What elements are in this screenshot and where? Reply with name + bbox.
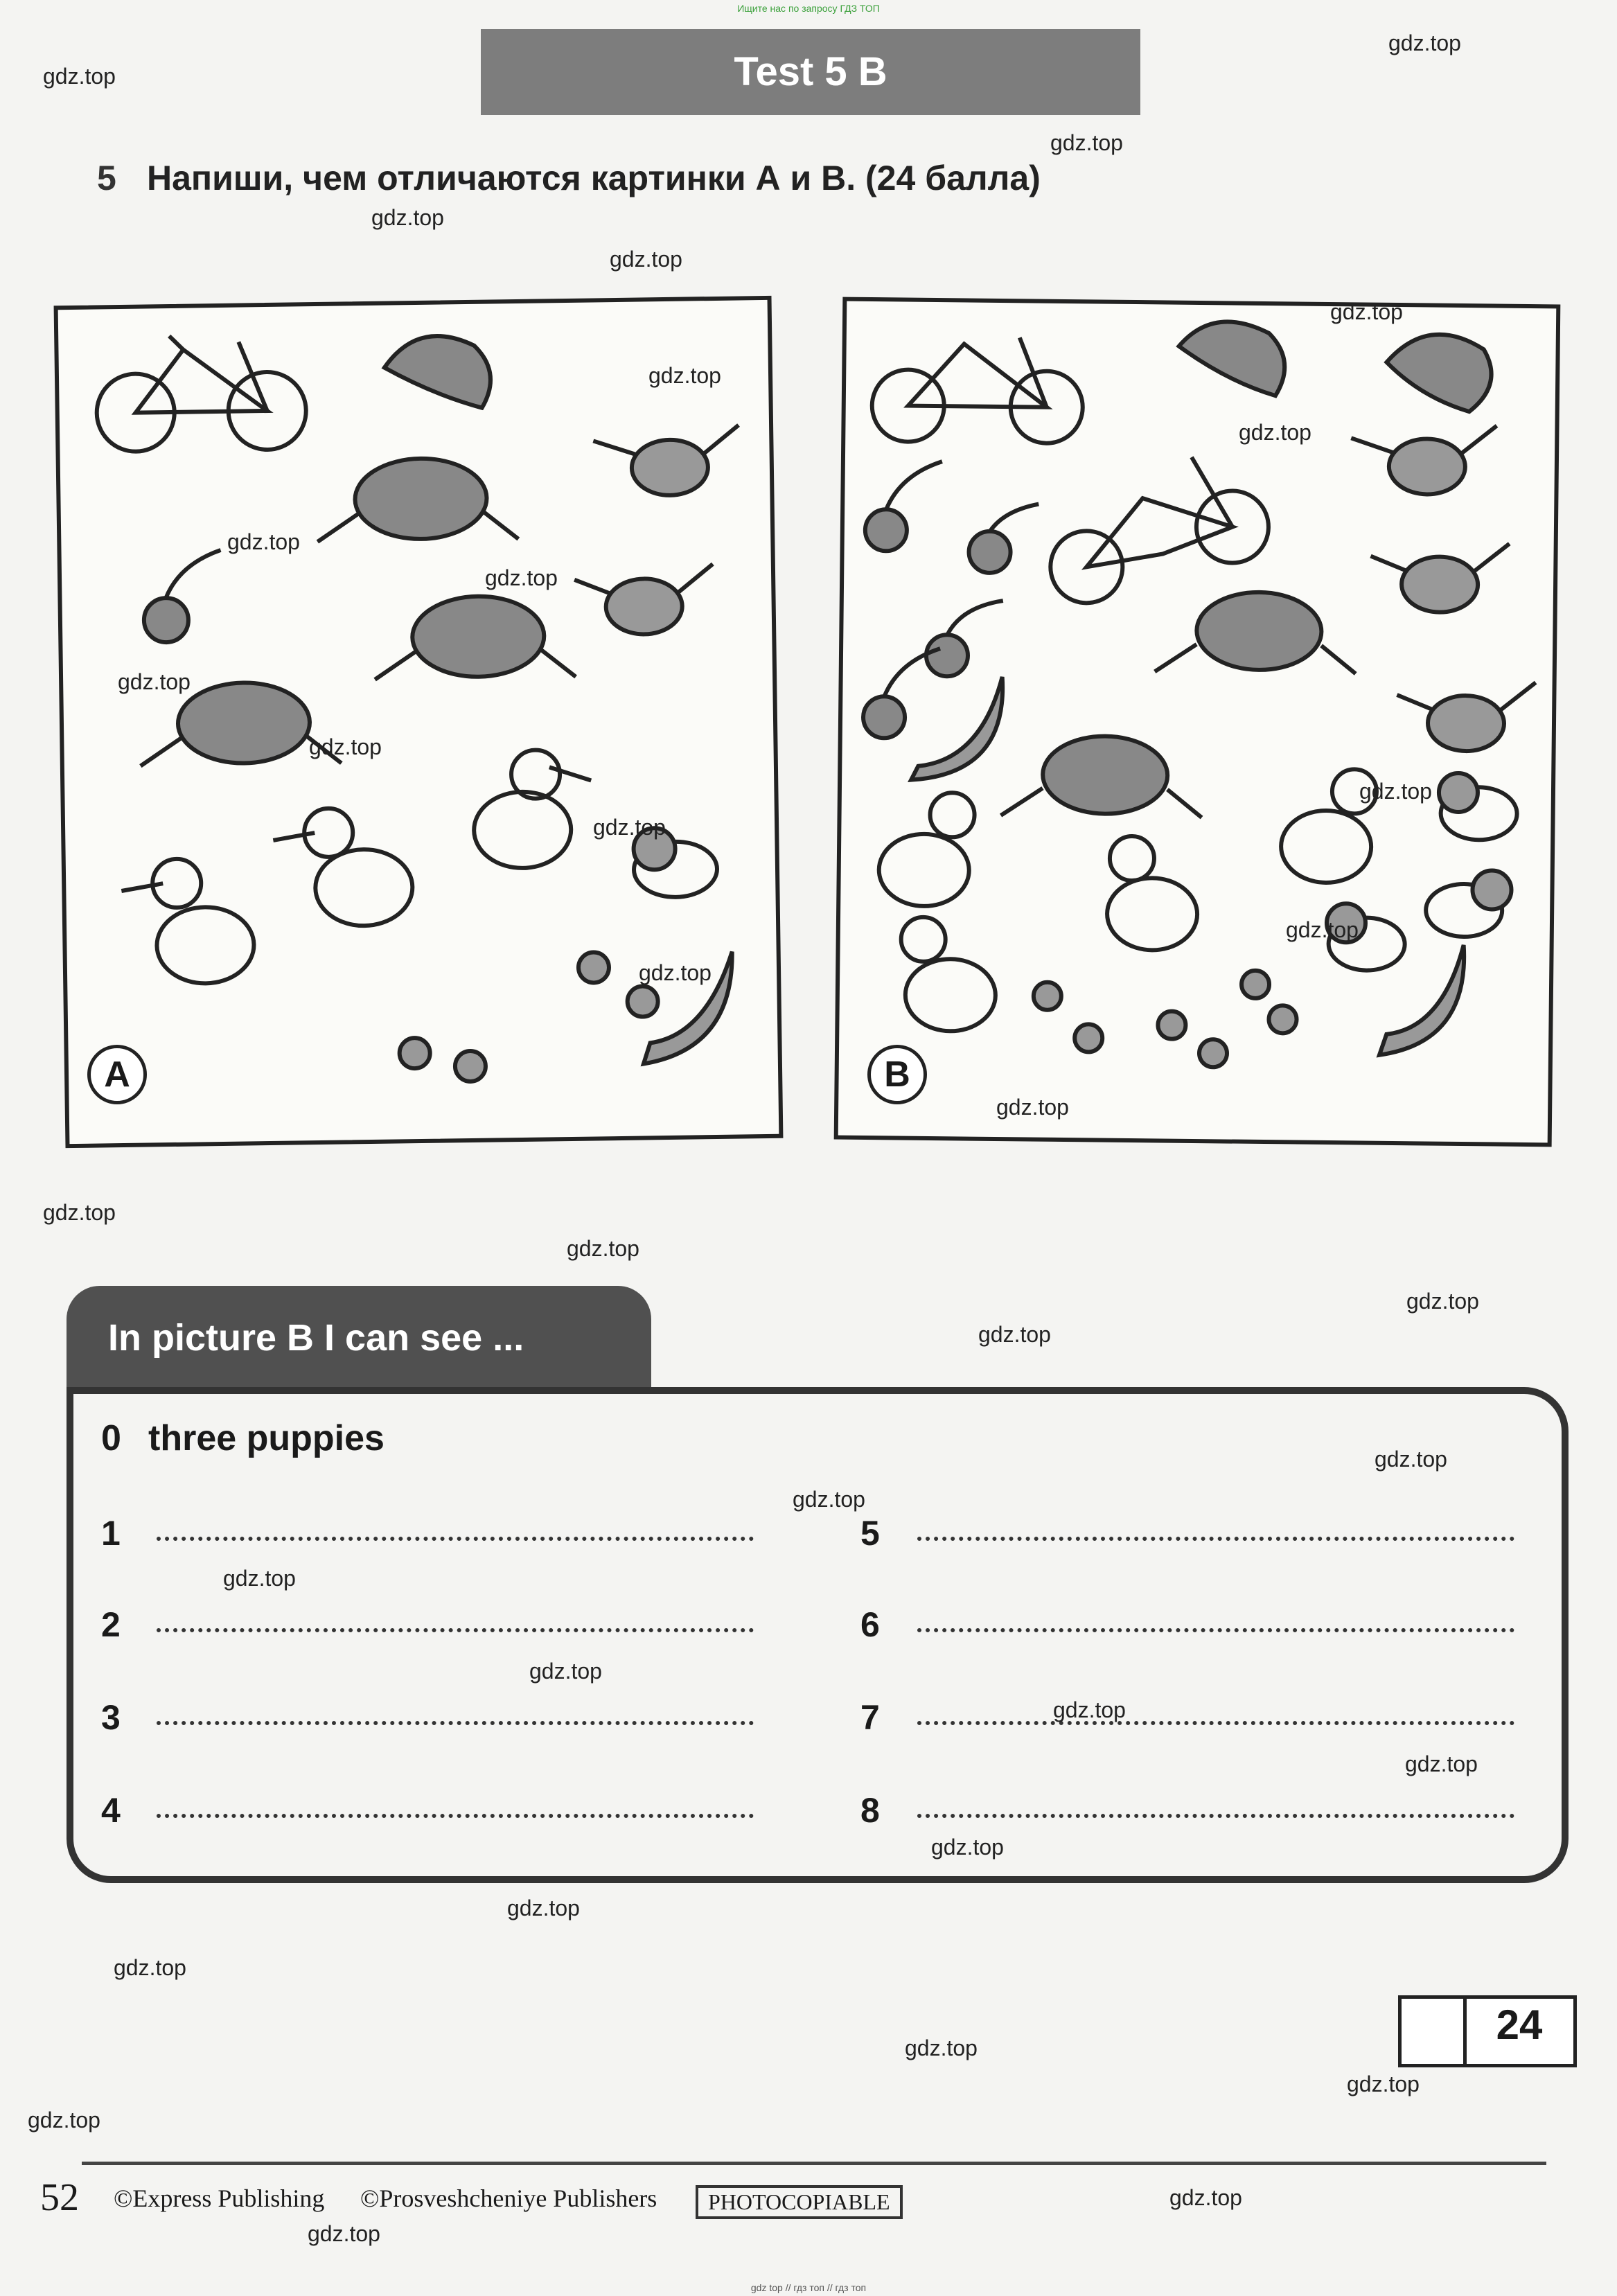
sunglasses-icon <box>1158 1011 1228 1067</box>
watermark: gdz.top <box>309 734 382 759</box>
bottom-note: gdz top // гдз топ // гдз топ <box>750 2282 867 2293</box>
duck-icon <box>900 917 996 1032</box>
score-max: 24 <box>1496 2002 1543 2048</box>
watermark: gdz.top <box>1388 30 1461 55</box>
picture-a-label: A <box>87 1045 147 1104</box>
watermark: gdz.top <box>371 205 444 230</box>
watermark: gdz.top <box>1169 2185 1242 2210</box>
cap-icon <box>1386 334 1492 412</box>
picture-b-illustration <box>838 301 1557 1143</box>
row-number: 6 <box>860 1605 880 1644</box>
watermark: gdz.top <box>529 1659 602 1684</box>
watermark: gdz.top <box>28 2108 100 2132</box>
row-number: 7 <box>860 1698 880 1737</box>
watermark: gdz.top <box>996 1095 1069 1120</box>
duck-icon <box>121 858 254 984</box>
watermark: gdz.top <box>905 2036 978 2060</box>
watermark: gdz.top <box>978 1322 1051 1347</box>
row-number: 1 <box>101 1514 121 1553</box>
sunglasses-icon <box>1241 971 1297 1034</box>
duck-icon <box>878 792 975 906</box>
row-number: 8 <box>860 1791 880 1830</box>
watermark: gdz.top <box>43 64 116 89</box>
cherry-icon <box>926 600 1003 677</box>
page-number: 52 <box>40 2176 79 2219</box>
duck-icon <box>1107 836 1199 951</box>
watermark: gdz.top <box>1359 779 1432 804</box>
watermark: gdz.top <box>931 1835 1004 1860</box>
watermark: gdz.top <box>227 529 300 554</box>
watermark: gdz.top <box>114 1955 186 1980</box>
watermark: gdz.top <box>1330 299 1403 324</box>
watermark: gdz.top <box>1286 917 1359 942</box>
puppy-icon <box>1426 869 1512 937</box>
answer-line-5[interactable] <box>917 1537 1514 1541</box>
sunglasses-icon <box>399 1037 486 1083</box>
bird-icon <box>1370 542 1510 613</box>
watermark: gdz.top <box>593 815 666 840</box>
example-answer: three puppies <box>148 1418 385 1458</box>
picture-a <box>54 296 784 1148</box>
banana-icon <box>911 676 1002 781</box>
bicycle-icon <box>96 334 306 452</box>
answer-box <box>67 1387 1569 1883</box>
answer-line-6[interactable] <box>917 1628 1514 1632</box>
duck-icon <box>473 750 592 869</box>
puppy-icon <box>1438 773 1517 840</box>
bicycle-icon <box>1050 456 1269 605</box>
bird-icon <box>1350 424 1496 495</box>
watermark: gdz.top <box>1239 420 1311 445</box>
test-title: Test 5 B <box>481 29 1140 115</box>
row-number: 2 <box>101 1605 121 1644</box>
watermark: gdz.top <box>1053 1697 1126 1722</box>
bird-icon <box>574 564 714 635</box>
cherry-icon <box>865 461 942 551</box>
footer-divider <box>82 2162 1546 2165</box>
watermark: gdz.top <box>1406 1289 1479 1314</box>
cap-icon <box>1178 321 1285 396</box>
watermark: gdz.top <box>507 1896 580 1920</box>
bird-icon <box>593 425 739 497</box>
cherry-icon <box>969 504 1039 574</box>
frog-icon <box>1155 591 1357 673</box>
watermark: gdz.top <box>1405 1751 1478 1776</box>
row-number: 3 <box>101 1698 121 1737</box>
watermark: gdz.top <box>567 1236 639 1261</box>
watermark: gdz.top <box>1375 1447 1447 1472</box>
watermark: gdz.top <box>1347 2072 1420 2096</box>
answer-line-3[interactable] <box>157 1721 754 1725</box>
answer-tab-title: In picture B I can see ... <box>108 1317 524 1359</box>
banana-icon <box>1379 944 1464 1056</box>
watermark: gdz.top <box>648 363 721 388</box>
answer-line-7[interactable] <box>917 1721 1514 1725</box>
watermark: gdz.top <box>610 247 682 272</box>
watermark: gdz.top <box>639 960 712 985</box>
bird-icon <box>1397 681 1536 752</box>
watermark: gdz.top <box>118 669 191 694</box>
watermark: gdz.top <box>223 1566 296 1591</box>
bicycle-icon <box>872 336 1084 443</box>
answer-line-1[interactable] <box>157 1537 754 1541</box>
cherry-icon <box>143 550 222 643</box>
picture-a-illustration <box>58 300 779 1144</box>
task-number: 5 <box>97 159 116 197</box>
task-instruction: Напиши, чем отличаются картинки А и В. (24 балла) <box>147 159 1041 197</box>
watermark: gdz.top <box>43 1200 116 1225</box>
photocopiable-badge: PHOTOCOPIABLE <box>696 2185 903 2219</box>
score-divider <box>1463 1995 1467 2067</box>
publisher-credit: ©Express Publishing <box>114 2184 325 2212</box>
answer-line-4[interactable] <box>157 1814 754 1818</box>
row-number: 5 <box>860 1514 880 1553</box>
watermark: gdz.top <box>1050 130 1123 155</box>
picture-b <box>834 297 1561 1147</box>
watermark: gdz.top <box>485 565 558 590</box>
cap-icon <box>384 335 491 409</box>
frog-icon <box>1001 735 1203 818</box>
publisher-credit: ©Prosveshcheniye Publishers <box>360 2184 657 2212</box>
answer-line-2[interactable] <box>157 1628 754 1632</box>
duck-icon <box>273 807 413 927</box>
answer-line-8[interactable] <box>917 1814 1514 1818</box>
picture-b-label: B <box>867 1045 927 1104</box>
watermark: gdz.top <box>793 1487 865 1512</box>
sunglasses-icon <box>1033 982 1103 1052</box>
frog-icon <box>317 457 519 542</box>
top-note: Ищите нас по запросу ГДЗ ТОП <box>737 3 880 14</box>
example-number: 0 <box>101 1418 121 1458</box>
frog-icon <box>373 595 576 680</box>
watermark: gdz.top <box>308 2221 380 2246</box>
row-number: 4 <box>101 1791 121 1830</box>
